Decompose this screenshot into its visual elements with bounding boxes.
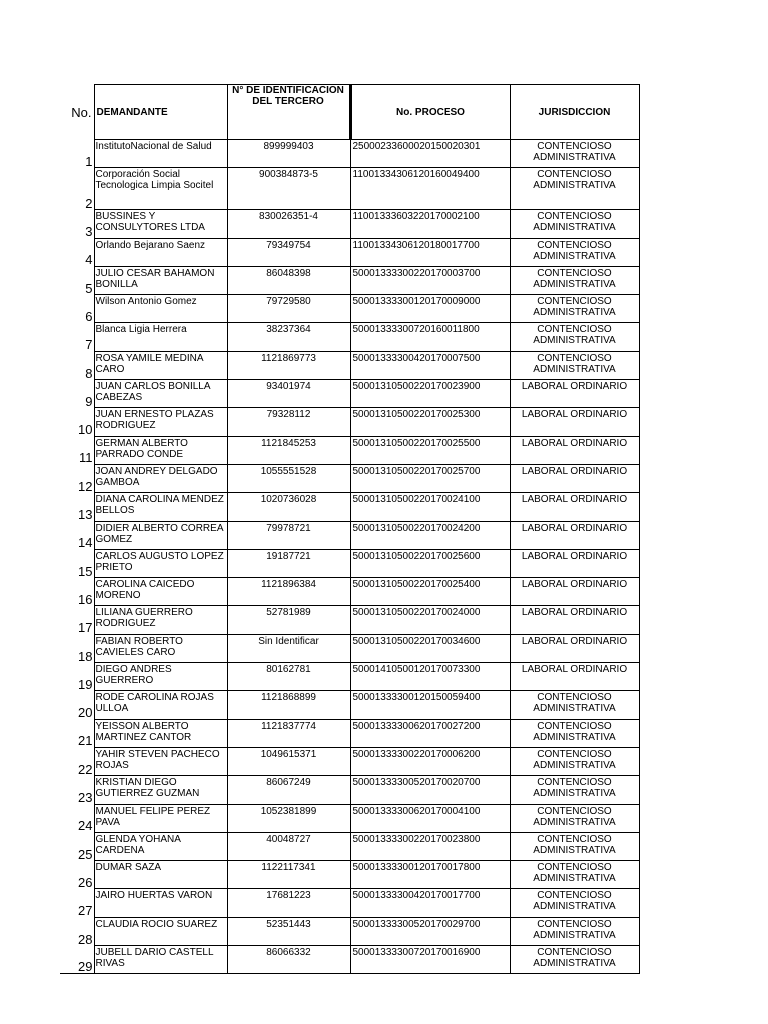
table-row [60, 634, 639, 662]
cell-jurisdiccion: CONTENCIOSO ADMINISTRATIVA [510, 238, 639, 266]
table-row [60, 493, 639, 521]
cell-demandante: JUAN CARLOS BONILLA CABEZAS [94, 380, 227, 408]
cell-demandante: YEISSON ALBERTO MARTINEZ CANTOR [94, 719, 227, 747]
cell-demandante: MANUEL FELIPE PEREZ PAVA [94, 804, 227, 832]
cell-identificacion: 1121868899 [227, 691, 350, 719]
row-number: 27 [60, 889, 94, 917]
cell-identificacion: Sin Identificar [227, 634, 350, 662]
table-row [60, 747, 639, 775]
cell-jurisdiccion: LABORAL ORDINARIO [510, 634, 639, 662]
cell-proceso: 50001310500220170025700 [350, 464, 510, 492]
cell-demandante: CARLOS AUGUSTO LOPEZ PRIETO [94, 549, 227, 577]
cell-demandante: KRISTIAN DIEGO GUTIERREZ GUZMAN [94, 776, 227, 804]
cell-proceso: 25000233600020150020301 [350, 140, 510, 168]
cell-jurisdiccion: LABORAL ORDINARIO [510, 549, 639, 577]
table-row [60, 238, 639, 266]
cell-proceso: 50001333300420170017700 [350, 889, 510, 917]
cell-jurisdiccion: CONTENCIOSO ADMINISTRATIVA [510, 776, 639, 804]
cell-identificacion: 38237364 [227, 323, 350, 351]
cell-demandante: GERMAN ALBERTO PARRADO CONDE [94, 436, 227, 464]
row-number: 7 [60, 323, 94, 351]
cell-proceso: 50001333300620170027200 [350, 719, 510, 747]
cell-demandante: LILIANA GUERRERO RODRIGUEZ [94, 606, 227, 634]
cell-proceso: 50001310500220170024100 [350, 493, 510, 521]
cell-identificacion: 86048398 [227, 266, 350, 294]
cell-identificacion: 86067249 [227, 776, 350, 804]
row-number: 26 [60, 861, 94, 889]
row-number: 4 [60, 238, 94, 266]
cell-identificacion: 1121837774 [227, 719, 350, 747]
cell-proceso: 50001333300220170003700 [350, 266, 510, 294]
cell-demandante: Corporación Social Tecnologica Limpia Socitel [94, 168, 227, 210]
cell-jurisdiccion: LABORAL ORDINARIO [510, 464, 639, 492]
cell-proceso: 50001310500220170023900 [350, 380, 510, 408]
cell-jurisdiccion: LABORAL ORDINARIO [510, 521, 639, 549]
cell-jurisdiccion: CONTENCIOSO ADMINISTRATIVA [510, 266, 639, 294]
cell-proceso: 50001333300520170020700 [350, 776, 510, 804]
cell-identificacion: 52781989 [227, 606, 350, 634]
cell-identificacion: 1121845253 [227, 436, 350, 464]
cell-proceso: 50001333300120150059400 [350, 691, 510, 719]
row-number: 13 [60, 493, 94, 521]
cell-proceso: 50001333300720160011800 [350, 323, 510, 351]
demandantes-table [60, 84, 640, 974]
cell-demandante: BUSSINES Y CONSULYTORES LTDA [94, 210, 227, 238]
cell-demandante: DUMAR SAZA [94, 861, 227, 889]
row-number: 23 [60, 776, 94, 804]
table-row [60, 436, 639, 464]
cell-jurisdiccion: CONTENCIOSO ADMINISTRATIVA [510, 946, 639, 974]
cell-identificacion: 19187721 [227, 549, 350, 577]
cell-jurisdiccion: LABORAL ORDINARIO [510, 578, 639, 606]
cell-demandante: Orlando Bejarano Saenz [94, 238, 227, 266]
row-number: 20 [60, 691, 94, 719]
cell-proceso: 50001310500220170025400 [350, 578, 510, 606]
cell-jurisdiccion: LABORAL ORDINARIO [510, 493, 639, 521]
table-row [60, 464, 639, 492]
table-row [60, 861, 639, 889]
table-row [60, 266, 639, 294]
header-proceso: No. PROCESO [350, 85, 510, 140]
table-row [60, 804, 639, 832]
cell-identificacion: 40048727 [227, 832, 350, 860]
cell-demandante: Blanca Ligia Herrera [94, 323, 227, 351]
cell-identificacion: 86066332 [227, 946, 350, 974]
cell-demandante: Wilson Antonio Gomez [94, 295, 227, 323]
table-row [60, 168, 639, 210]
cell-jurisdiccion: CONTENCIOSO ADMINISTRATIVA [510, 719, 639, 747]
cell-identificacion: 80162781 [227, 663, 350, 691]
table-header-row [60, 85, 639, 140]
cell-identificacion: 1055551528 [227, 464, 350, 492]
cell-demandante: CLAUDIA ROCIO SUAREZ [94, 917, 227, 945]
cell-proceso: 50001333300220170006200 [350, 747, 510, 775]
cell-identificacion: 1122117341 [227, 861, 350, 889]
cell-demandante: RODE CAROLINA ROJAS ULLOA [94, 691, 227, 719]
cell-proceso: 50001333300220170023800 [350, 832, 510, 860]
cell-proceso: 50001310500220170034600 [350, 634, 510, 662]
cell-demandante: GLENDA YOHANA CARDENA [94, 832, 227, 860]
cell-jurisdiccion: CONTENCIOSO ADMINISTRATIVA [510, 140, 639, 168]
cell-demandante: JOAN ANDREY DELGADO GAMBOA [94, 464, 227, 492]
row-number: 12 [60, 464, 94, 492]
cell-identificacion: 52351443 [227, 917, 350, 945]
table-row [60, 889, 639, 917]
row-number: 8 [60, 351, 94, 379]
cell-proceso: 50001333300120170009000 [350, 295, 510, 323]
cell-jurisdiccion: CONTENCIOSO ADMINISTRATIVA [510, 747, 639, 775]
table-row [60, 408, 639, 436]
cell-proceso: 50001333300520170029700 [350, 917, 510, 945]
table-row [60, 719, 639, 747]
cell-identificacion: 93401974 [227, 380, 350, 408]
header-identificacion: N° DE IDENTIFICACION DEL TERCERO [227, 85, 350, 140]
header-jurisdiccion: JURISDICCION [510, 85, 639, 140]
table-row [60, 210, 639, 238]
cell-jurisdiccion: CONTENCIOSO ADMINISTRATIVA [510, 889, 639, 917]
row-number: 5 [60, 266, 94, 294]
cell-jurisdiccion: CONTENCIOSO ADMINISTRATIVA [510, 861, 639, 889]
cell-proceso: 50001310500220170025600 [350, 549, 510, 577]
row-number: 19 [60, 663, 94, 691]
cell-demandante: DIANA CAROLINA MENDEZ BELLOS [94, 493, 227, 521]
cell-demandante: ROSA YAMILE MEDINA CARO [94, 351, 227, 379]
cell-identificacion: 1049615371 [227, 747, 350, 775]
table-row [60, 917, 639, 945]
cell-proceso: 11001333603220170002100 [350, 210, 510, 238]
table-row [60, 946, 639, 974]
row-number: 11 [60, 436, 94, 464]
cell-proceso: 50001310500220170025300 [350, 408, 510, 436]
cell-identificacion: 79349754 [227, 238, 350, 266]
row-number: 17 [60, 606, 94, 634]
table-row [60, 351, 639, 379]
cell-proceso: 50001333300720170016900 [350, 946, 510, 974]
cell-demandante: JUBELL DARIO CASTELL RIVAS [94, 946, 227, 974]
cell-identificacion: 79729580 [227, 295, 350, 323]
header-no: No. [71, 104, 92, 120]
row-number: 1 [60, 140, 94, 168]
cell-jurisdiccion: CONTENCIOSO ADMINISTRATIVA [510, 832, 639, 860]
row-number: 9 [60, 380, 94, 408]
cell-jurisdiccion: LABORAL ORDINARIO [510, 663, 639, 691]
cell-demandante: DIEGO ANDRES GUERRERO [94, 663, 227, 691]
table-row [60, 323, 639, 351]
table-row [60, 606, 639, 634]
row-number: 21 [60, 719, 94, 747]
cell-identificacion: 1121869773 [227, 351, 350, 379]
cell-demandante: YAHIR STEVEN PACHECO ROJAS [94, 747, 227, 775]
table-row [60, 549, 639, 577]
cell-identificacion: 900384873-5 [227, 168, 350, 210]
row-number: 10 [60, 408, 94, 436]
cell-jurisdiccion: LABORAL ORDINARIO [510, 436, 639, 464]
cell-demandante: JULIO CESAR BAHAMON BONILLA [94, 266, 227, 294]
row-number: 15 [60, 549, 94, 577]
cell-jurisdiccion: CONTENCIOSO ADMINISTRATIVA [510, 295, 639, 323]
cell-jurisdiccion: CONTENCIOSO ADMINISTRATIVA [510, 917, 639, 945]
row-number: 24 [60, 804, 94, 832]
cell-jurisdiccion: CONTENCIOSO ADMINISTRATIVA [510, 804, 639, 832]
table-row [60, 776, 639, 804]
table-row [60, 832, 639, 860]
cell-demandante: FABIAN ROBERTO CAVIELES CARO [94, 634, 227, 662]
table-row [60, 691, 639, 719]
cell-jurisdiccion: CONTENCIOSO ADMINISTRATIVA [510, 691, 639, 719]
table-row [60, 295, 639, 323]
header-demandante: DEMANDANTE [94, 85, 227, 140]
cell-demandante: JUAN ERNESTO PLAZAS RODRIGUEZ [94, 408, 227, 436]
cell-demandante: CAROLINA CAICEDO MORENO [94, 578, 227, 606]
cell-jurisdiccion: LABORAL ORDINARIO [510, 380, 639, 408]
cell-identificacion: 1052381899 [227, 804, 350, 832]
cell-jurisdiccion: LABORAL ORDINARIO [510, 408, 639, 436]
cell-identificacion: 79328112 [227, 408, 350, 436]
cell-identificacion: 1020736028 [227, 493, 350, 521]
row-number: 16 [60, 578, 94, 606]
cell-proceso: 11001334306120160049400 [350, 168, 510, 210]
table-row [60, 578, 639, 606]
row-number: 2 [60, 168, 94, 210]
cell-jurisdiccion: CONTENCIOSO ADMINISTRATIVA [510, 351, 639, 379]
cell-identificacion: 830026351-4 [227, 210, 350, 238]
table-row [60, 140, 639, 168]
cell-proceso: 50001410500120170073300 [350, 663, 510, 691]
cell-proceso: 50001333300620170004100 [350, 804, 510, 832]
cell-demandante: DIDIER ALBERTO CORREA GOMEZ [94, 521, 227, 549]
cell-identificacion: 899999403 [227, 140, 350, 168]
row-number: 3 [60, 210, 94, 238]
table-row [60, 521, 639, 549]
cell-proceso: 11001334306120180017700 [350, 238, 510, 266]
cell-demandante: JAIRO HUERTAS VARON [94, 889, 227, 917]
row-number: 25 [60, 832, 94, 860]
row-number: 29 [60, 946, 94, 974]
row-number: 22 [60, 747, 94, 775]
cell-proceso: 50001310500220170024000 [350, 606, 510, 634]
cell-jurisdiccion: LABORAL ORDINARIO [510, 606, 639, 634]
cell-proceso: 50001333300120170017800 [350, 861, 510, 889]
cell-proceso: 50001310500220170024200 [350, 521, 510, 549]
cell-identificacion: 17681223 [227, 889, 350, 917]
cell-jurisdiccion: CONTENCIOSO ADMINISTRATIVA [510, 168, 639, 210]
cell-proceso: 50001310500220170025500 [350, 436, 510, 464]
row-number: 18 [60, 634, 94, 662]
cell-jurisdiccion: CONTENCIOSO ADMINISTRATIVA [510, 210, 639, 238]
table-row [60, 380, 639, 408]
row-number: 6 [60, 295, 94, 323]
row-number: 28 [60, 917, 94, 945]
table-row [60, 663, 639, 691]
cell-proceso: 50001333300420170007500 [350, 351, 510, 379]
cell-demandante: InstitutoNacional de Salud [94, 140, 227, 168]
cell-identificacion: 1121896384 [227, 578, 350, 606]
cell-jurisdiccion: CONTENCIOSO ADMINISTRATIVA [510, 323, 639, 351]
row-number: 14 [60, 521, 94, 549]
cell-identificacion: 79978721 [227, 521, 350, 549]
